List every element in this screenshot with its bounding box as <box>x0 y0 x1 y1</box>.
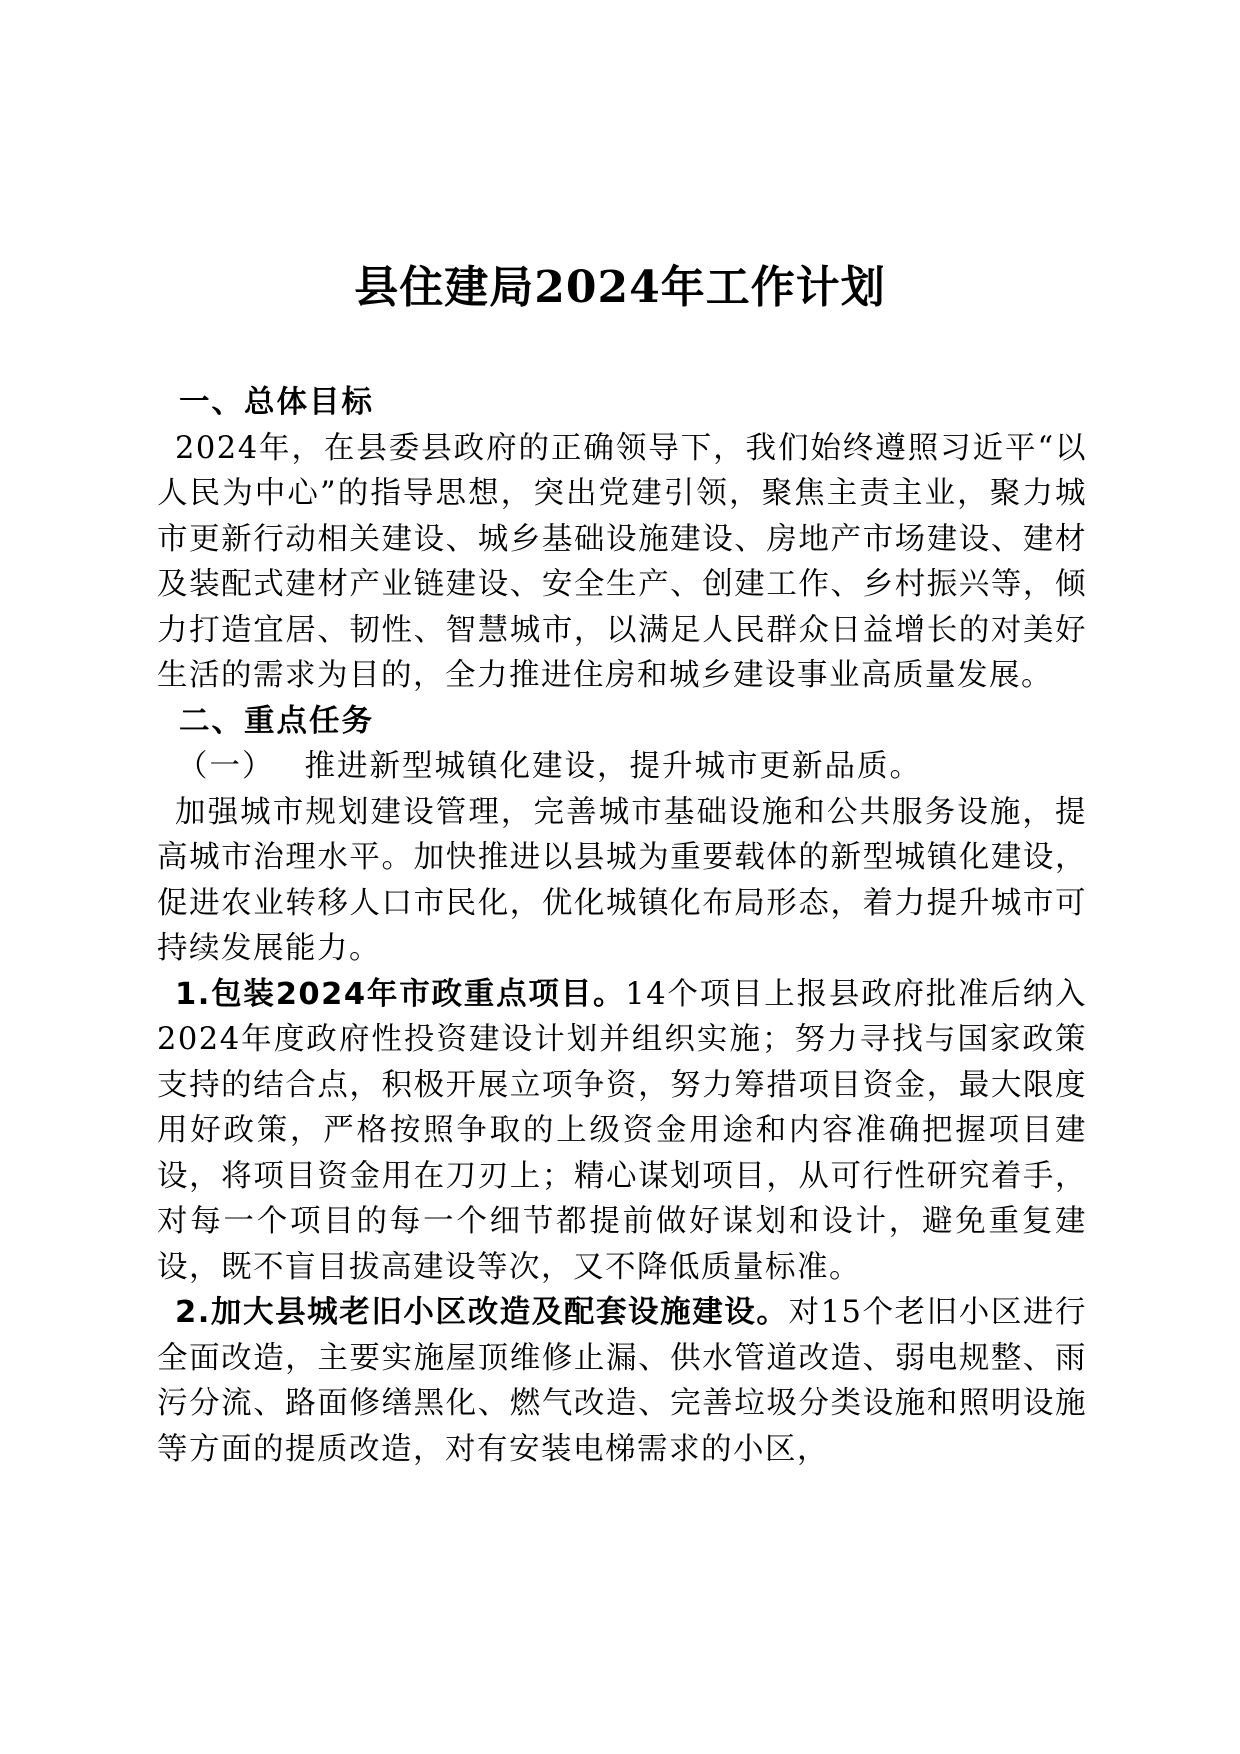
list-item-2-title: 2.加大县城老旧小区改造及配套设施建设。 <box>175 1295 789 1330</box>
list-item-1 <box>157 972 1087 1291</box>
subsection-title: 推进新型城镇化建设，提升城市更新品质。 <box>304 749 922 784</box>
paragraph-urbanization: 加强城市规划建设管理，完善城市基础设施和公共服务设施，提高城市治理水平。加快推进以县城为重要载体的新型城镇化建设，促进农业转移人口市民化，优化城镇化布局形态，着力提升城市可持续发展能力。 <box>157 794 1087 966</box>
section-heading-tasks: 二、重点任务 <box>179 703 374 739</box>
paragraph-overall: 2024年，在县委县政府的正确领导下，我们始终遵照习近平“以人民为中心”的指导思想，突出党建引领，聚焦主责主业，聚力城市更新行动相关建设、城乡基础设施建设、房地产市场建设、建材及装配式建材产业链建设、安全生产、创建工作、乡村振兴等，倾力打造宜居、韧性、智慧城市，以满足人民群众日益增长的对美好生活的需求为目的，全力推进住房和城乡建设事业高质量发展。 <box>157 430 1087 693</box>
list-item-1-title: 1.包装2024年市政重点项目。 <box>175 976 626 1012</box>
list-item-2-text: 对15个老旧小区进行全面改造，主要实施屋顶维修止漏、供水管道改造、弱电规整、雨污分流、路面修缮黑化、燃气改造、完善垃圾分类设施和照明设施等方面的提质改造，对有安装电梯需求的小区， <box>157 1295 1087 1467</box>
subsection-heading-1 <box>157 744 1087 790</box>
section-heading-overall: 一、总体目标 <box>179 385 374 420</box>
subsection-number: （一） <box>177 749 275 784</box>
list-item-1-text: 14个项目上报县政府批准后纳入2024年度政府性投资建设计划并组织实施；努力寻找与国家政策支持的结合点，积极开展立项争资，努力筹措项目资金，最大限度用好政策，严格按照争取的上级资金用途和内容准确把握项目建设，将项目资金用在刀刃上；精心谋划项目，从可行性研究着手，对每一个项目的每一个细节都提前做好谋划和设计，避免重复建设，既不盲目拔高建设等次，又不降低质量标准。 <box>157 976 1087 1285</box>
list-item-2 <box>157 1290 1087 1472</box>
document-title: 县住建局2024年工作计划 <box>354 262 886 313</box>
document-body <box>157 380 1087 1472</box>
